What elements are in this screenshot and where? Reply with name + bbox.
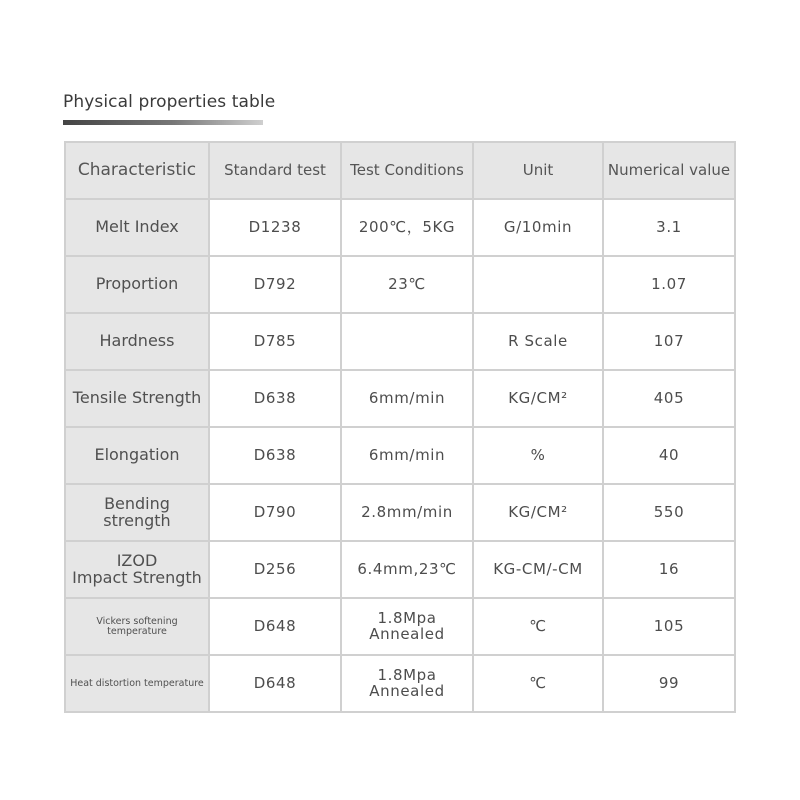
cell-standard-test: D638 [209,427,341,484]
cell-characteristic: Tensile Strength [65,370,209,427]
table-row [65,313,735,370]
header-numerical-value: Numerical value [603,142,735,199]
cell-numerical-value: 16 [603,541,735,598]
cell-unit: KG/CM² [473,484,603,541]
cell-standard-test: D790 [209,484,341,541]
cell-unit: KG-CM/-CM [473,541,603,598]
cell-test-conditions: 6mm/min [341,370,473,427]
cell-unit: KG/CM² [473,370,603,427]
cell-unit: ℃ [473,598,603,655]
cell-numerical-value: 1.07 [603,256,735,313]
cell-unit: G/10min [473,199,603,256]
header-characteristic: Characteristic [65,142,209,199]
table-row [65,484,735,541]
cell-standard-test: D648 [209,598,341,655]
header-row [65,142,735,199]
cell-numerical-value: 405 [603,370,735,427]
cell-characteristic: Vickers softening temperature [65,598,209,655]
table-row [65,256,735,313]
cell-standard-test: D792 [209,256,341,313]
page-title: Physical properties table [63,92,276,112]
cell-characteristic: Proportion [65,256,209,313]
table-row [65,370,735,427]
table-header [65,142,735,199]
cell-standard-test: D256 [209,541,341,598]
cell-characteristic: Melt Index [65,199,209,256]
cell-standard-test: D1238 [209,199,341,256]
cell-numerical-value: 40 [603,427,735,484]
cell-characteristic: Elongation [65,427,209,484]
table-row [65,427,735,484]
cell-test-conditions: 6.4mm,23℃ [341,541,473,598]
cell-numerical-value: 107 [603,313,735,370]
table-row [65,541,735,598]
cell-test-conditions: 2.8mm/min [341,484,473,541]
cell-standard-test: D638 [209,370,341,427]
cell-test-conditions: 6mm/min [341,427,473,484]
header-unit: Unit [473,142,603,199]
cell-characteristic: IZOD Impact Strength [65,541,209,598]
header-test-conditions: Test Conditions [341,142,473,199]
cell-standard-test: D785 [209,313,341,370]
cell-numerical-value: 550 [603,484,735,541]
cell-standard-test: D648 [209,655,341,712]
cell-characteristic: Bending strength [65,484,209,541]
cell-unit: % [473,427,603,484]
table-row [65,199,735,256]
physical-properties-table [64,141,736,713]
cell-numerical-value: 3.1 [603,199,735,256]
cell-characteristic: Heat distortion temperature [65,655,209,712]
title-underline [63,120,263,125]
cell-unit [473,256,603,313]
cell-test-conditions: 23℃ [341,256,473,313]
cell-test-conditions: 1.8Mpa Annealed [341,598,473,655]
cell-numerical-value: 105 [603,598,735,655]
header-standard-test: Standard test [209,142,341,199]
cell-unit: R Scale [473,313,603,370]
table-body [65,199,735,712]
cell-numerical-value: 99 [603,655,735,712]
cell-characteristic: Hardness [65,313,209,370]
cell-test-conditions: 1.8Mpa Annealed [341,655,473,712]
cell-test-conditions: 200℃，5KG [341,199,473,256]
table-row [65,598,735,655]
cell-test-conditions [341,313,473,370]
cell-unit: ℃ [473,655,603,712]
table-row [65,655,735,712]
